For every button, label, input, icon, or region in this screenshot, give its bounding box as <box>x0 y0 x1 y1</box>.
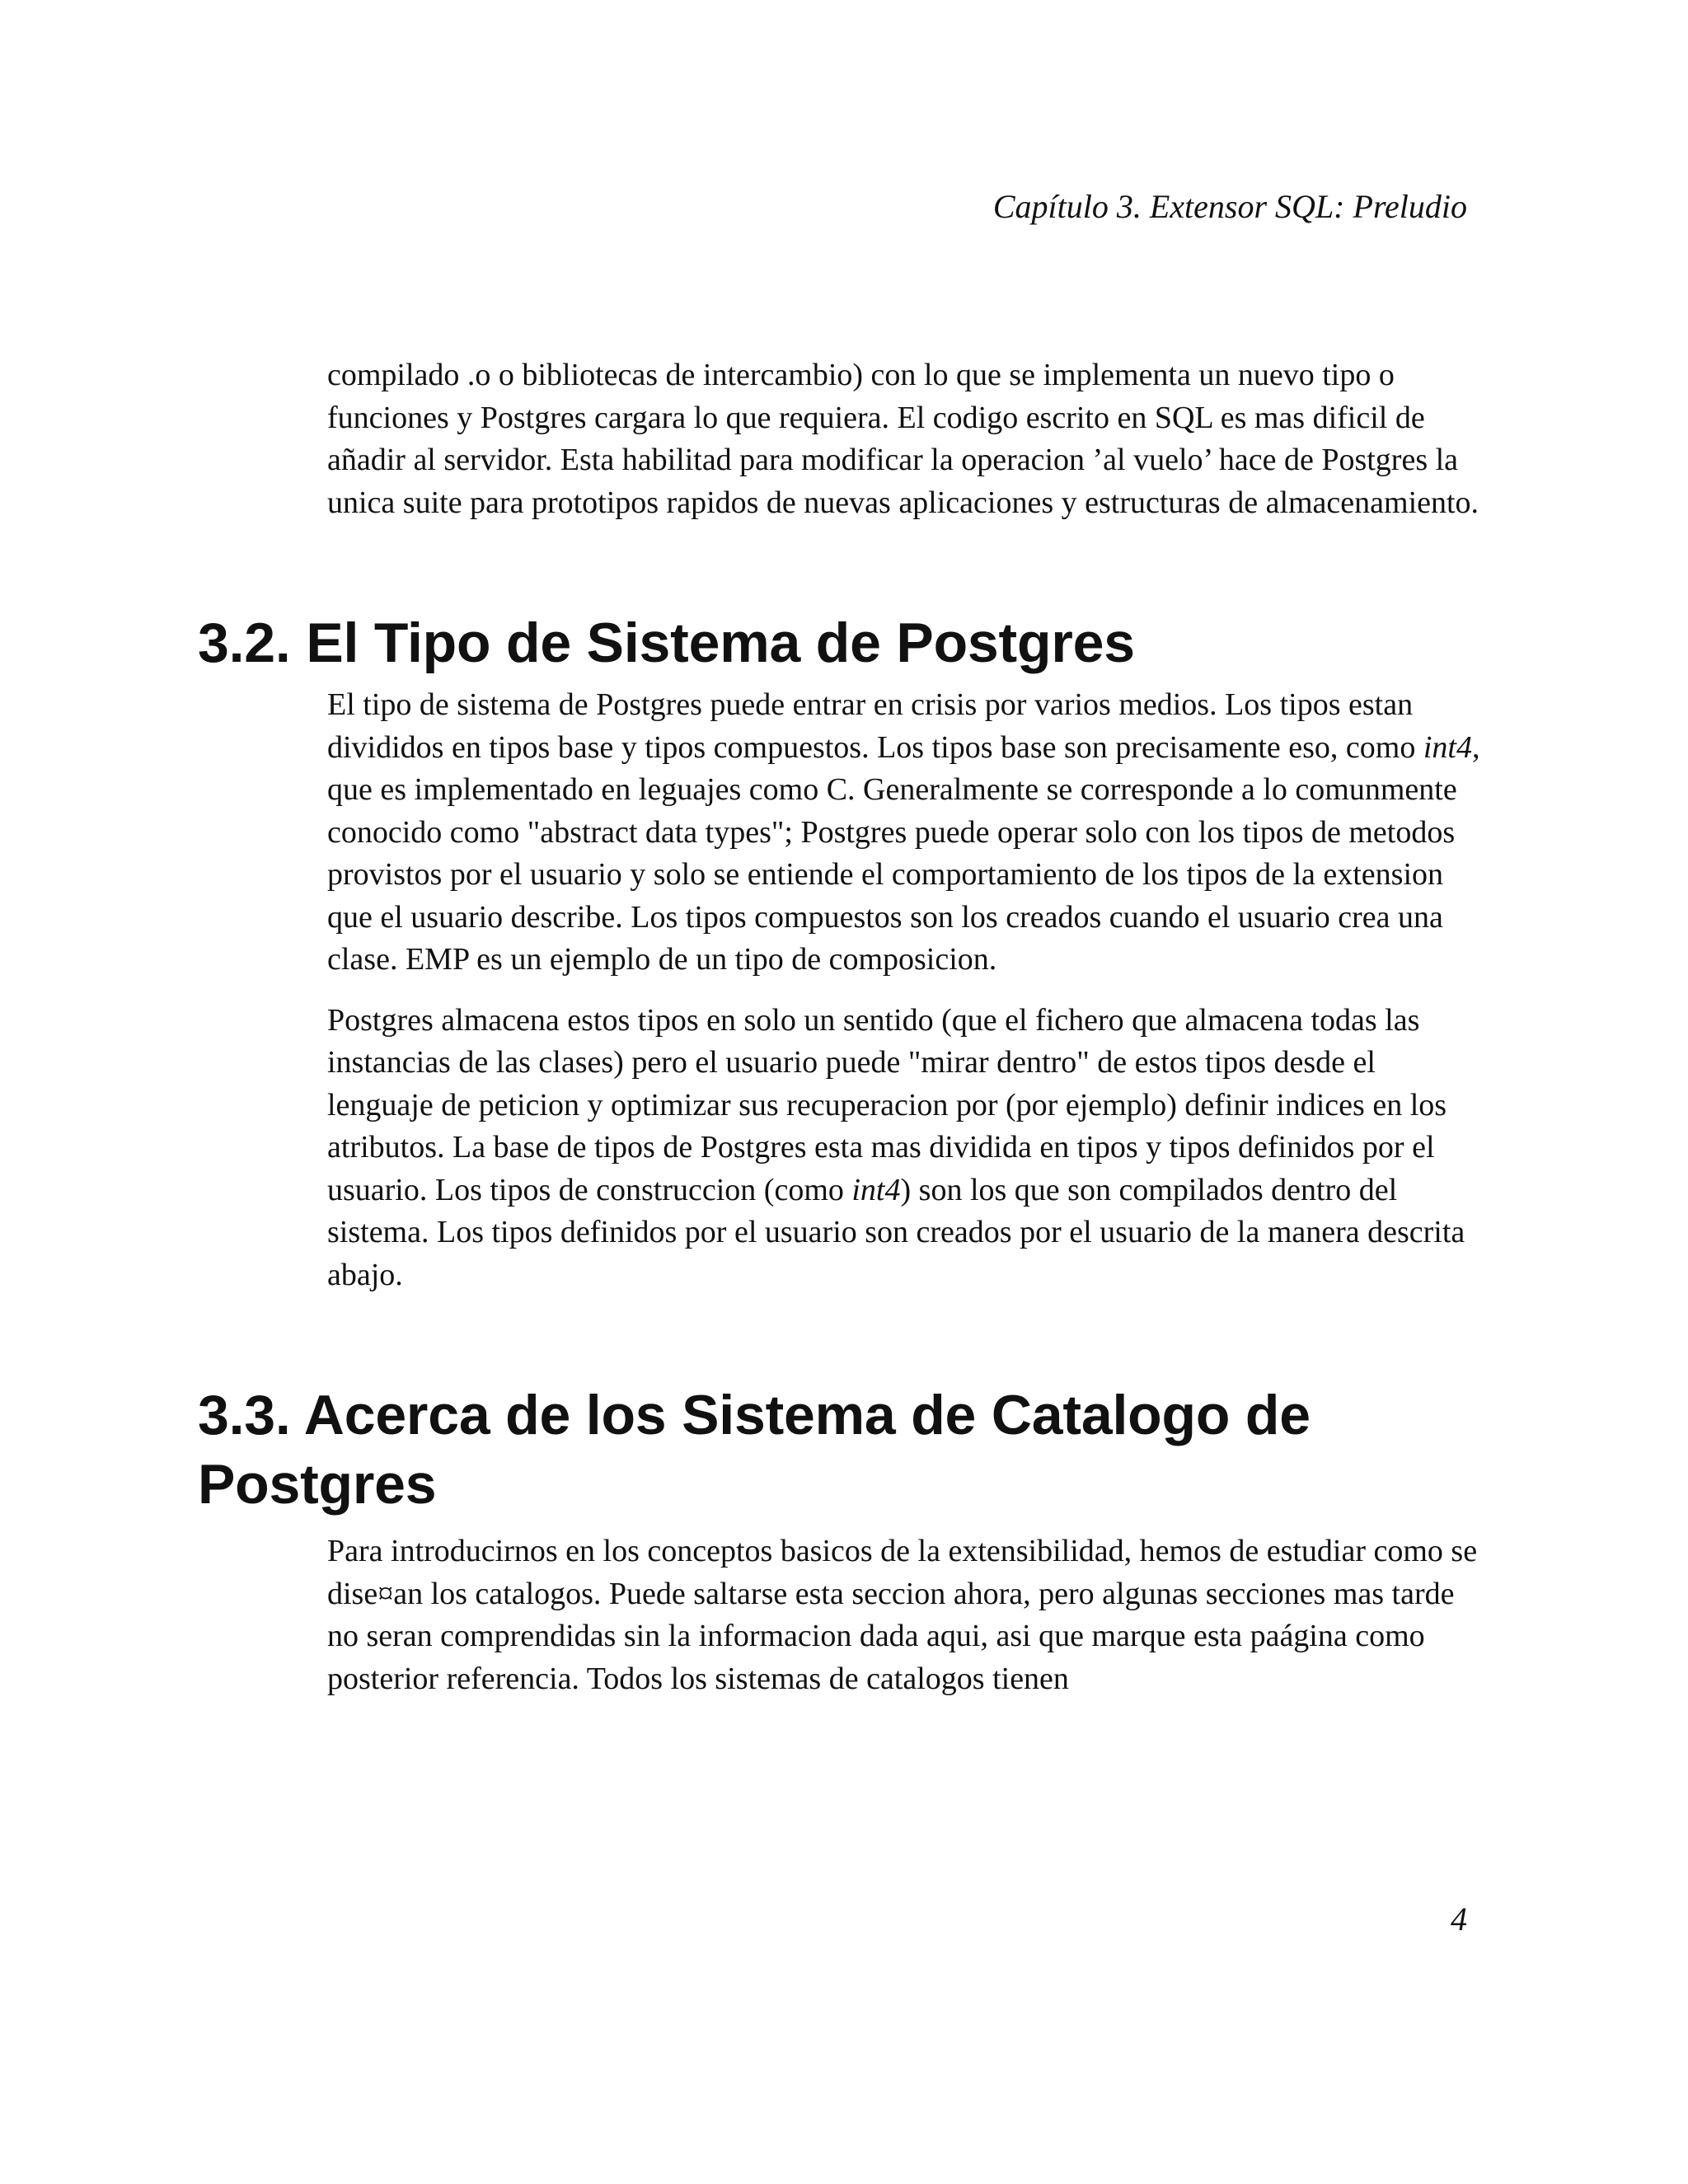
section-3-2-p2-text-a: Postgres almacena estos tipos en solo un sentido (que el fichero que almacena todas las instancias de las clases) pero el usuario puede "mirar dentro" de estos tipos desde el lenguaje de peticion y optimizar sus recuperacion por (por ejemplo) definir indices en los atributos. La base de tipos de Postgres esta mas dividida en tipos y tipos definidos por el usuario. Los tipos de construccion (como <box>327 1002 1447 1207</box>
section-3-2-p1-text-a: El tipo de sistema de Postgres puede entrar en crisis por varios medios. Los tipos estan divididos en tipos base y tipos compuestos. Los tipos base son precisamente eso, como <box>327 687 1423 765</box>
page-content <box>198 354 1484 1700</box>
intro-paragraph: compilado .o o bibliotecas de intercambio) con lo que se implementa un nuevo tipo o funciones y Postgres cargara lo que requiera. El codigo escrito en SQL es mas dificil de añadir al servidor. Esta habilitad para modificar la operacion ’al vuelo’ hace de Postgres la unica suite para prototipos rapidos de nuevas aplicaciones y estructuras de almacenamiento. <box>327 358 1479 520</box>
section-3-3-paragraph-1: Para introducirnos en los conceptos basicos de la extensibilidad, hemos de estudiar como se dise¤an los catalogos. Puede saltarse esta seccion ahora, pero algunas secciones mas tarde no seran comprendidas sin la informacion dada aqui, asi que marque esta paágina como posterior referencia. Todos los sistemas de catalogos tienen <box>327 1534 1478 1696</box>
section-3-2-paragraph-2 <box>327 1000 1481 1297</box>
section-3-2-p1-text-b: , que es implementado en leguajes como C. Generalmente se corresponde a lo comunmente conocido como "abstract data types"; Postgres puede operar solo con los tipos de metodos provistos por el usuario y solo se entiende el comportamiento de los tipos de la extension que el usuario describe. Los tipos compuestos son los creados cuando el usuario crea una clase. EMP es un ejemplo de un tipo de composicion. <box>327 729 1480 977</box>
running-header: Capítulo 3. Extensor SQL: Preludio <box>992 188 1467 225</box>
section-3-2-p2-code-term: int4 <box>851 1172 901 1207</box>
section-3-2-title: 3.2. El Tipo de Sistema de Postgres <box>198 612 1135 674</box>
section-3-2-p2-text-b: ) son los que son compilados dentro del sistema. Los tipos definidos por el usuario son creados por el usuario de la manera descrita abajo. <box>327 1172 1465 1292</box>
section-3-2-p1-code-term: int4 <box>1423 729 1472 765</box>
page-number: 4 <box>1451 1900 1467 1938</box>
section-3-3-title: 3.3. Acerca de los Sistema de Catalogo de Postgres <box>198 1384 1311 1516</box>
section-3-2-paragraph-1 <box>327 684 1481 982</box>
